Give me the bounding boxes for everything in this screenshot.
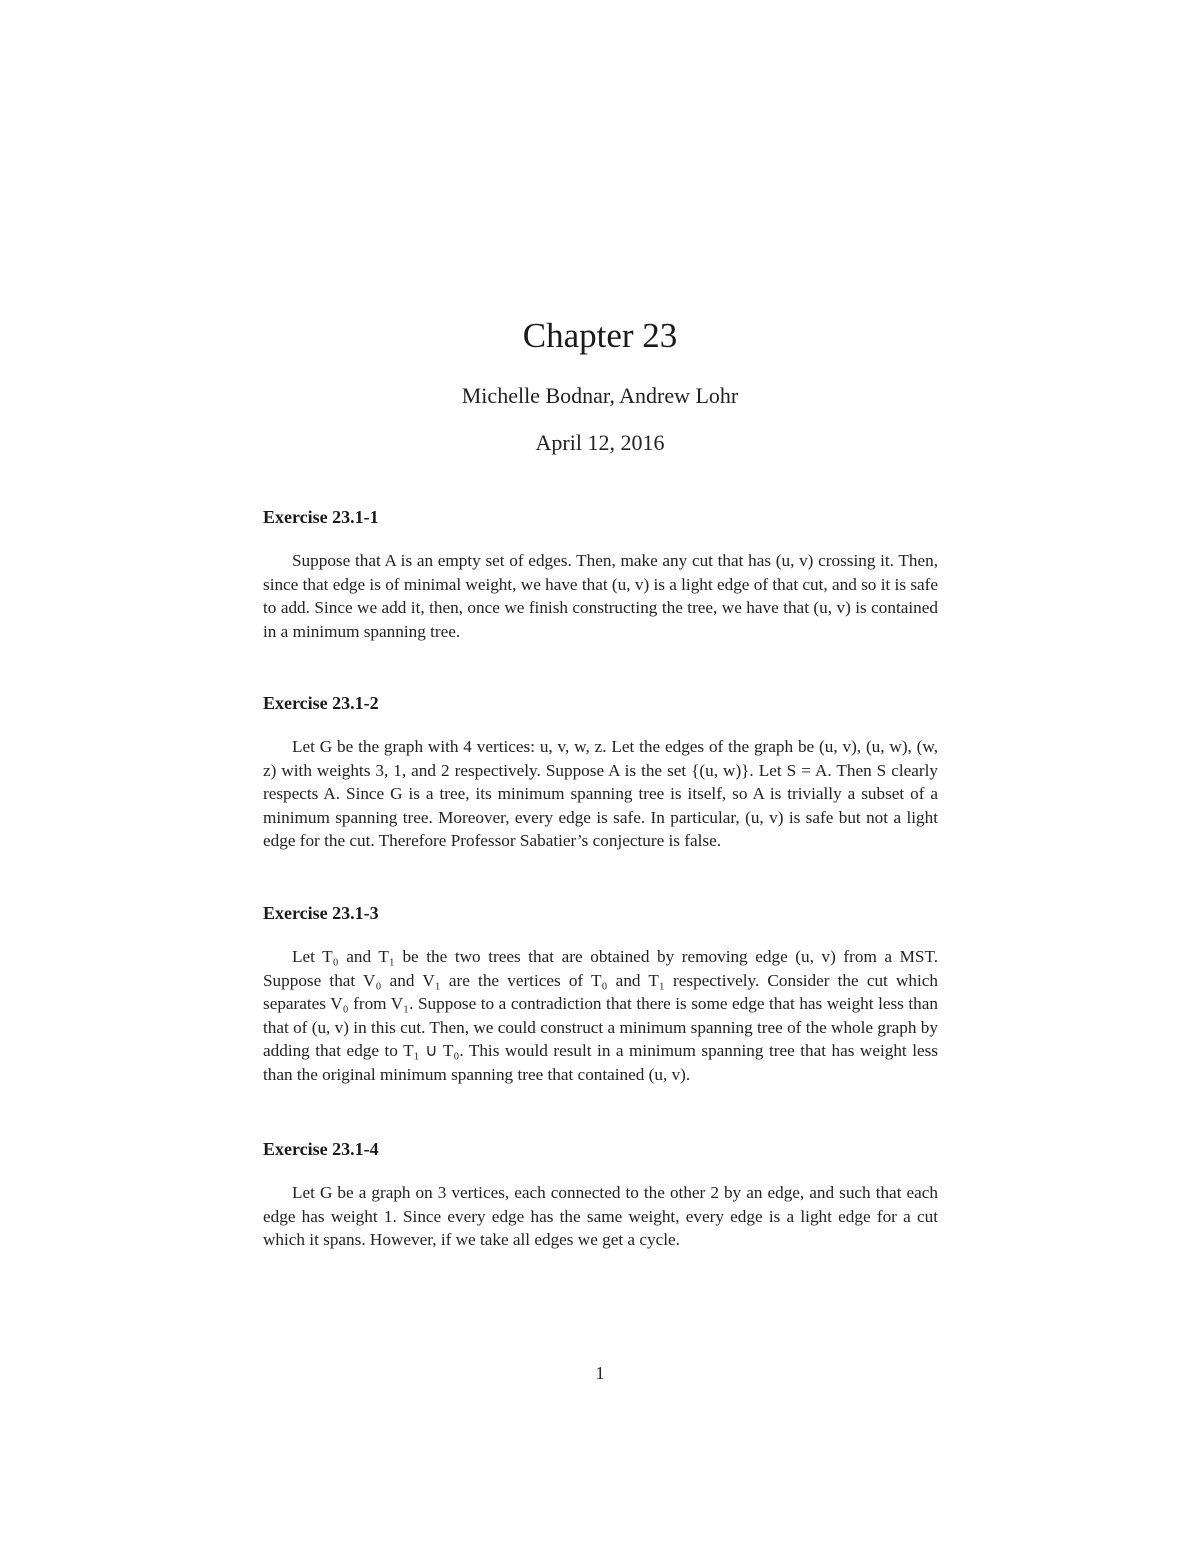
page-number: 1 bbox=[595, 1363, 605, 1383]
exercise-text: Let T₀ and T₁ be the two trees that are obtained by removing edge (u, v) from a MST. Suppose that V₀ and V₁ are the vertices of T₀ and T₁ respectively. Consider the cut which separates V₀ from V₁. Suppose to a contradiction that there is some edge that has weight less than that of (u, v) in this cut. Then, we could construct a minimum spanning tree of the whole graph by adding that edge to T₁ ∪ T₀. This would result in a minimum spanning tree that has weight less than the original minimum spanning tree that contained (u, v). bbox=[263, 947, 938, 1084]
document-date: April 12, 2016 bbox=[535, 430, 665, 455]
exercise-text: Suppose that A is an empty set of edges. Then, make any cut that has (u, v) crossing it. Then, since that edge is of minimal weight, we have that (u, v) is a light edge of that cut, and so it is safe to add. Since we add it, then, once we finish constructing the tree, we have that (u, v) is contained in a minimum spanning tree. bbox=[263, 551, 938, 641]
exercise-heading: Exercise 23.1-1 bbox=[263, 507, 379, 527]
document-authors: Michelle Bodnar, Andrew Lohr bbox=[461, 383, 739, 408]
exercise-heading: Exercise 23.1-3 bbox=[263, 903, 379, 923]
exercise-text: Let G be a graph on 3 vertices, each connected to the other 2 by an edge, and such that each edge has weight 1. Since every edge has the same weight, every edge is a light edge for a cut which it spans. However, if we take all edges we get a cycle. bbox=[263, 1183, 938, 1250]
exercise-heading: Exercise 23.1-2 bbox=[263, 693, 379, 713]
exercise-23-1-1 bbox=[263, 506, 938, 643]
document-title: Chapter 23 bbox=[522, 316, 678, 355]
exercise-heading: Exercise 23.1-4 bbox=[263, 1139, 379, 1159]
exercise-23-1-3 bbox=[263, 902, 938, 1087]
exercise-23-1-2 bbox=[263, 692, 938, 853]
exercise-text: Let G be the graph with 4 vertices: u, v, w, z. Let the edges of the graph be (u, v), (u, w), (w, z) with weights 3, 1, and 2 respectively. Suppose A is the set {(u, w)}. Let S = A. Then S clearly respects A. Since G is a tree, its minimum spanning tree is itself, so A is trivially a subset of a minimum spanning tree. Moreover, every edge is safe. In particular, (u, v) is safe but not a light edge for the cut. Therefore Professor Sabatier’s conjecture is false. bbox=[263, 737, 938, 851]
exercise-23-1-4 bbox=[263, 1138, 938, 1252]
